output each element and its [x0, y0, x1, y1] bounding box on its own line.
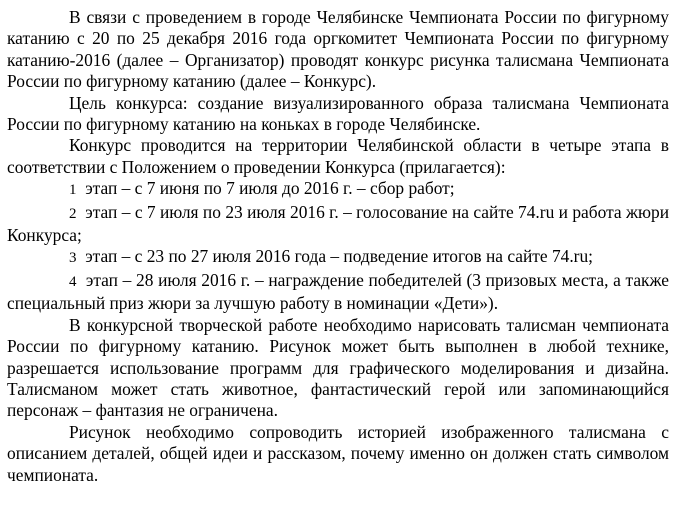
stage-number: 4: [69, 273, 77, 290]
stage-item: [7, 202, 669, 247]
stages-intro-paragraph: Конкурс проводится на территории Челябинской области в четыре этапа в соответствии с Положением о проведении Конкурса (прилагается):: [7, 135, 669, 177]
document-body: [7, 7, 669, 486]
stage-number: 2: [69, 205, 77, 222]
stage-number: 1: [69, 182, 77, 199]
stage-text: этап – с 7 июня по 7 июля до 2016 г. – сбор работ;: [85, 178, 455, 199]
intro-paragraph: В связи с проведением в городе Челябинске Чемпионата России по фигурному катанию с 20 по 25 декабря 2016 года оргкомитет Чемпионата России по фигурному катанию-2016 (далее – Организатор) проводят конкурс рисунка талисмана Чемпионата России по фигурному катанию (далее – Конкурс).: [7, 7, 669, 92]
story-paragraph: Рисунок необходимо сопроводить историей изображенного талисмана с описанием деталей, общей идеи и рассказом, почему именно он должен стать символом чемпионата.: [7, 421, 669, 485]
requirements-paragraph: В конкурсной творческой работе необходимо нарисовать талисман чемпионата России по фигурному катанию. Рисунок может быть выполнен в любой технике, разрешается использование программ для графического моделирования и дизайна. Талисманом может стать животное, фантастический герой или запоминающийся персонаж – фантазия не ограничена.: [7, 314, 669, 421]
stage-item: [7, 178, 669, 201]
stage-text: этап – с 23 по 27 июля 2016 года – подведение итогов на сайте 74.ru;: [85, 246, 594, 267]
stage-item: [7, 246, 669, 269]
stage-text: этап – с 7 июля по 23 июля 2016 г. – голосование на сайте 74.ru и работа жюри Конкурса;: [7, 201, 669, 246]
stage-number: 3: [69, 250, 77, 267]
stage-item: [7, 270, 669, 315]
goal-paragraph: Цель конкурса: создание визуализированного образа талисмана Чемпионата России по фигурному катанию на коньках в городе Челябинске.: [7, 92, 669, 135]
stage-text: этап – 28 июля 2016 г. – награждение победителей (3 призовых места, а также специальный приз жюри за лучшую работу в номинации «Дети»).: [7, 269, 669, 314]
